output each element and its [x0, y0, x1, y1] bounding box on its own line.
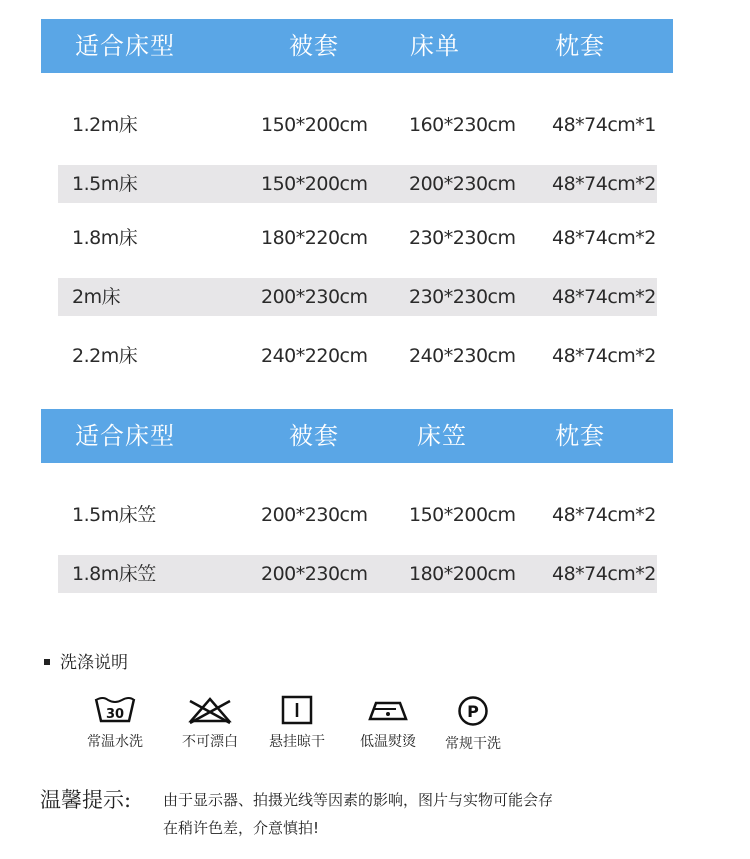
cell-sheet: 240*230cm	[409, 345, 516, 367]
dry-clean-letter: P	[467, 702, 479, 721]
table1-header-pillowcase: 枕套	[555, 32, 605, 60]
table2-header-pillowcase: 枕套	[555, 422, 605, 450]
cell-bedtype: 1.8m床	[72, 227, 138, 249]
wash-item	[165, 695, 255, 751]
cell-bedtype: 1.5m床	[72, 173, 138, 195]
table1-header-duvet: 被套	[289, 32, 339, 60]
cell-duvet: 150*200cm	[261, 173, 368, 195]
wash-temp-text: 30	[105, 707, 125, 722]
cell-bedtype: 1.5m床笠	[72, 504, 156, 526]
cell-fitted-sheet: 150*200cm	[409, 504, 516, 526]
cell-sheet: 230*230cm	[409, 227, 516, 249]
wash-label: 常规干洗	[445, 736, 501, 752]
tip-label: 温馨提示:	[40, 788, 132, 812]
dry-clean-icon	[428, 695, 518, 727]
table-row	[58, 219, 657, 257]
table1-header	[41, 19, 673, 73]
tip-text	[163, 786, 633, 842]
cell-bedtype: 1.8m床笠	[72, 563, 156, 585]
table2-header-bedtype: 适合床型	[75, 422, 175, 450]
cell-sheet: 230*230cm	[409, 286, 516, 308]
cell-pillowcase: 48*74cm*2	[552, 173, 656, 195]
cell-pillowcase: 48*74cm*2	[552, 227, 656, 249]
cell-duvet: 180*220cm	[261, 227, 368, 249]
table-row	[58, 496, 657, 534]
cell-bedtype: 2.2m床	[72, 345, 138, 367]
wash-item	[428, 695, 518, 753]
cell-duvet: 240*220cm	[261, 345, 368, 367]
wash-label: 低温熨烫	[360, 734, 416, 750]
wash-item	[70, 695, 160, 751]
iron-low-icon	[343, 695, 433, 725]
wash-item	[343, 695, 433, 751]
wash-label: 悬挂晾干	[269, 734, 325, 750]
cell-pillowcase: 48*74cm*2	[552, 504, 656, 526]
tip-line-1: 由于显示器、拍摄光线等因素的影响，图片与实物可能会存	[163, 791, 554, 809]
table-row	[58, 106, 657, 144]
table-row	[58, 555, 657, 593]
table2-header-fitted-sheet: 床笠	[417, 422, 467, 450]
cell-sheet: 200*230cm	[409, 173, 516, 195]
cell-bedtype: 2m床	[72, 286, 121, 308]
table1-header-bedtype: 适合床型	[75, 32, 175, 60]
cell-sheet: 160*230cm	[409, 114, 516, 136]
wash-label: 不可漂白	[182, 734, 238, 750]
wash-label: 常温水洗	[87, 734, 143, 750]
cell-duvet: 200*230cm	[261, 504, 368, 526]
bullet-icon	[44, 659, 50, 665]
table-row	[58, 337, 657, 375]
cell-duvet: 200*230cm	[261, 286, 368, 308]
cell-bedtype: 1.2m床	[72, 114, 138, 136]
cell-pillowcase: 48*74cm*2	[552, 345, 656, 367]
cell-pillowcase: 48*74cm*2	[552, 563, 656, 585]
cell-duvet: 150*200cm	[261, 114, 368, 136]
table-row	[58, 165, 657, 203]
table2-header	[41, 409, 673, 463]
table2-header-duvet: 被套	[289, 422, 339, 450]
tip-line-2: 在稍许色差，介意慎拍!	[163, 819, 320, 837]
table-row	[58, 278, 657, 316]
table1-header-sheet: 床单	[410, 32, 460, 60]
cell-fitted-sheet: 180*200cm	[409, 563, 516, 585]
wash-30-icon	[70, 695, 160, 725]
cell-pillowcase: 48*74cm*2	[552, 286, 656, 308]
no-bleach-icon	[165, 695, 255, 725]
cell-pillowcase: 48*74cm*1	[552, 114, 656, 136]
hang-dry-icon	[252, 695, 342, 725]
washing-title: 洗涤说明	[44, 650, 128, 676]
cell-duvet: 200*230cm	[261, 563, 368, 585]
wash-item	[252, 695, 342, 751]
